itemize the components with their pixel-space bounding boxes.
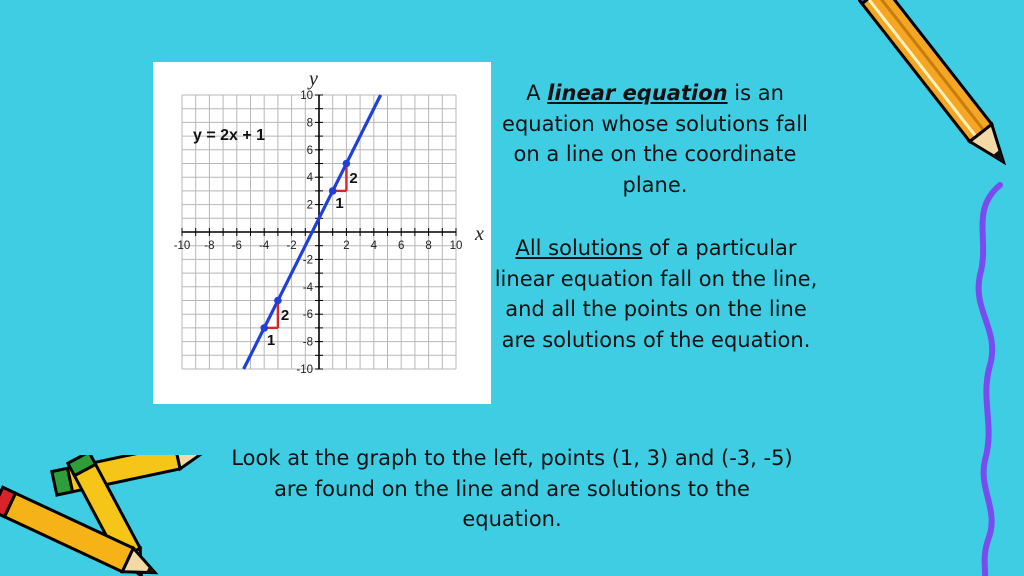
squiggle-line <box>960 180 1024 576</box>
y-tick-label: -10 <box>296 364 313 376</box>
x-tick-label: 2 <box>343 240 350 252</box>
x-tick-label: -2 <box>286 240 297 252</box>
x-tick-label: -10 <box>173 240 191 252</box>
solutions-paragraph <box>488 233 824 355</box>
crossed-pencils-icon <box>0 455 215 576</box>
solution-point <box>274 297 282 305</box>
intro-prefix: A <box>526 81 548 105</box>
x-tick-label: 6 <box>397 240 405 252</box>
coordinate-graph <box>153 62 491 404</box>
x-tick-label: -6 <box>231 240 242 252</box>
rise-label: 2 <box>349 170 358 188</box>
y-tick-label: -6 <box>302 309 313 322</box>
y-tick-label: -2 <box>302 254 313 267</box>
y-tick-label: -4 <box>302 281 313 294</box>
solution-point <box>343 160 351 168</box>
equation-label: y = 2x + 1 <box>193 127 266 144</box>
run-label: 1 <box>266 331 276 349</box>
x-tick-label: 4 <box>370 240 378 252</box>
bottom-note: Look at the graph to the left, points (1, 3) and (-3, -5) are found on the line and are solutions to the equation. <box>231 446 793 531</box>
x-tick-label: 10 <box>449 240 463 252</box>
solution-point <box>260 324 268 332</box>
term-all-solutions: All solutions <box>515 236 643 260</box>
y-tick-label: -8 <box>302 336 313 349</box>
y-tick-label: 6 <box>306 144 313 157</box>
run-label: 1 <box>335 194 344 212</box>
term-linear-equation: linear equation <box>547 81 728 105</box>
x-axis-label: x <box>475 223 484 245</box>
x-tick-label: -4 <box>259 240 270 252</box>
solution-point <box>329 187 337 195</box>
y-tick-label: 4 <box>306 172 313 185</box>
y-axis-label: y <box>309 68 318 90</box>
pencil-icon <box>858 0 1008 200</box>
y-tick-label: 2 <box>306 199 313 212</box>
linear-equation-definition <box>490 78 820 200</box>
graph-svg <box>153 62 491 404</box>
y-tick-label: 10 <box>300 90 313 102</box>
x-tick-label: 8 <box>425 240 432 252</box>
rise-label: 2 <box>280 307 290 325</box>
x-tick-label: -8 <box>204 240 215 252</box>
y-tick-label: 8 <box>306 117 313 130</box>
intro-rest: is an equation whose solutions fall on a line on the coordinate plane. <box>502 81 808 197</box>
solutions-rest: of a particular linear equation fall on the line, and all the points on the line are solutions of the equation. <box>494 236 818 352</box>
